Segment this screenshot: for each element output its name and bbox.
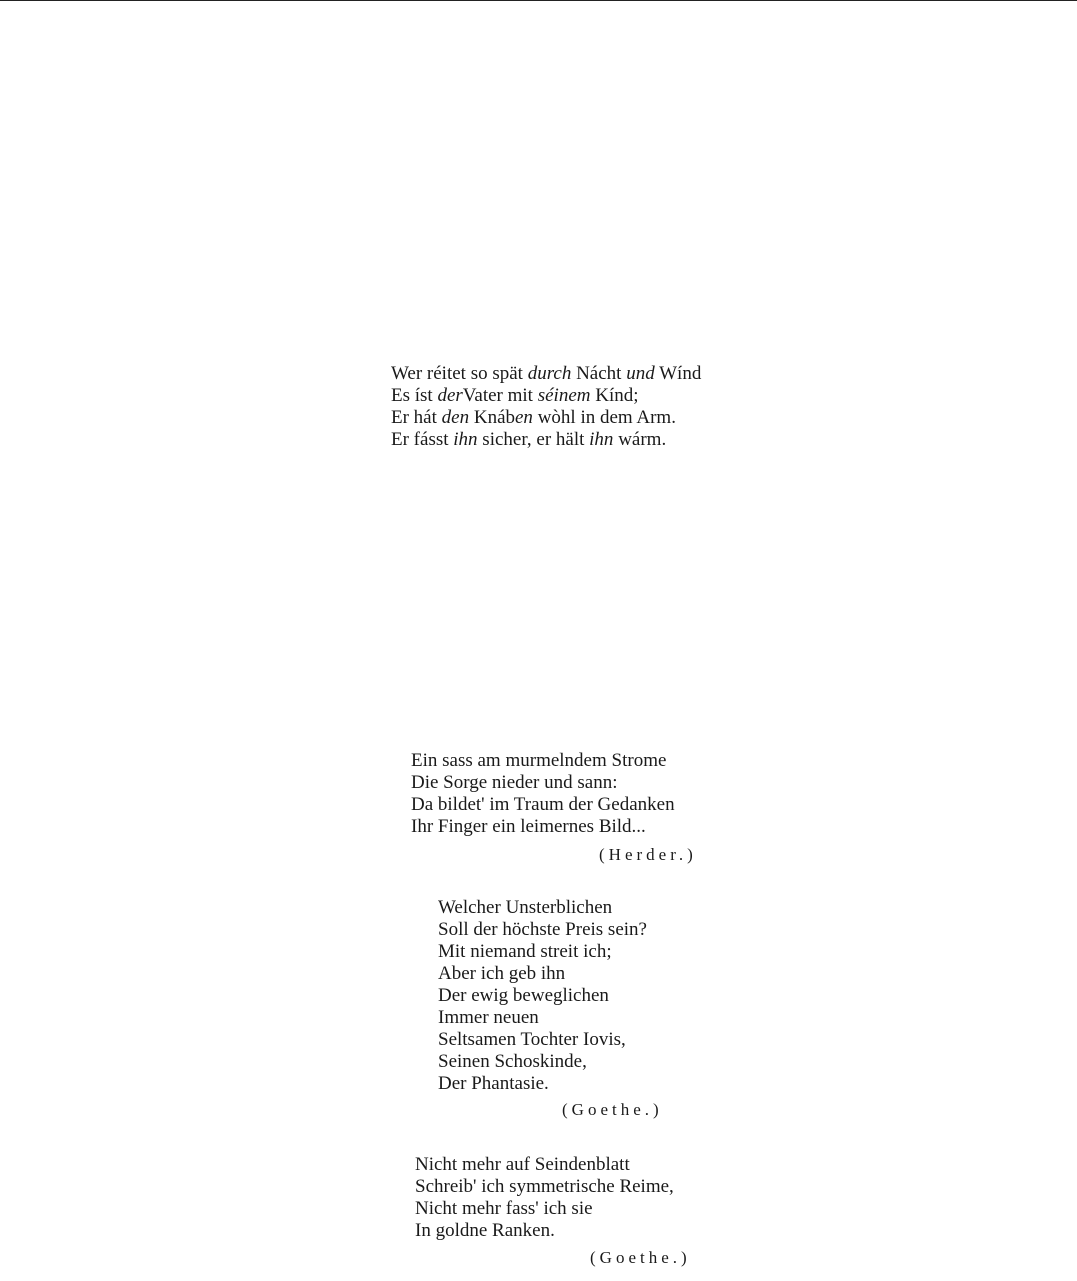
verse-line: Da bildet' im Traum der Gedanken	[411, 794, 675, 815]
verse-line: Immer neuen	[438, 1007, 539, 1028]
verse-emphasis: der	[437, 385, 463, 406]
verse-line	[391, 385, 701, 407]
verse-segment: Es íst	[391, 385, 438, 406]
verse-line: Der ewig beweglichen	[438, 985, 609, 1006]
verse-line: Welcher Unsterblichen	[438, 897, 613, 918]
verse-segment: Vater mit	[462, 385, 538, 406]
stanza-goethe-phantasie	[438, 897, 647, 1095]
verse-line: Ein sass am murmelndem Strome	[411, 750, 667, 771]
verse-line	[391, 429, 701, 451]
verse-segment: réitet	[426, 363, 466, 384]
stanza-goethe-reime	[415, 1154, 674, 1242]
verse-emphasis: und	[626, 363, 655, 384]
verse-line: Der Phantasie.	[438, 1073, 549, 1094]
verse-emphasis: ihn	[589, 429, 614, 450]
verse-emphasis: séinem	[537, 385, 591, 406]
verse-segment: Wer	[391, 363, 427, 384]
verse-line: Ihr Finger ein leimernes Bild...	[411, 816, 646, 837]
verse-segment: Er fásst	[391, 429, 454, 450]
verse-emphasis: durch	[527, 363, 572, 384]
verse-segment: Nácht	[571, 363, 627, 384]
verse-line: Nicht mehr fass' ich sie	[415, 1198, 593, 1219]
attribution-goethe-1: (Goethe.)	[562, 1100, 663, 1119]
verse-segment: so spät	[465, 363, 528, 384]
verse-line: Aber ich geb ihn	[438, 963, 566, 984]
verse-segment: Wínd	[654, 363, 702, 384]
verse-line: Seltsamen Tochter Iovis,	[438, 1029, 626, 1050]
verse-segment: sicher, er hält	[477, 429, 590, 450]
verse-segment: Kínd;	[590, 385, 639, 406]
verse-line: Mit niemand streit ich;	[438, 941, 612, 962]
verse-line	[391, 407, 701, 429]
verse-segment: wòhl in dem Arm.	[532, 407, 676, 428]
verse-emphasis: den	[441, 407, 470, 428]
verse-line: Soll der höchste Preis sein?	[438, 919, 647, 940]
attribution-herder: (Herder.)	[599, 845, 697, 864]
verse-segment: Er hát	[391, 407, 442, 428]
verse-line: Seinen Schoskinde,	[438, 1051, 587, 1072]
verse-line: Die Sorge nieder und sann:	[411, 772, 618, 793]
verse-segment: wárm.	[613, 429, 667, 450]
verse-emphasis: ihn	[453, 429, 478, 450]
verse-line: Nicht mehr auf Seindenblatt	[415, 1154, 630, 1175]
verse-segment: Knáb	[469, 407, 515, 428]
verse-line: Schreib' ich symmetrische Reime,	[415, 1176, 674, 1197]
verse-line: In goldne Ranken.	[415, 1220, 555, 1241]
stanza-erlkoenig	[391, 363, 701, 451]
verse-line	[391, 363, 701, 385]
stanza-herder	[411, 750, 675, 838]
verse-emphasis: en	[515, 407, 533, 428]
top-rule	[0, 0, 1077, 1]
attribution-goethe-2: (Goethe.)	[590, 1248, 691, 1267]
